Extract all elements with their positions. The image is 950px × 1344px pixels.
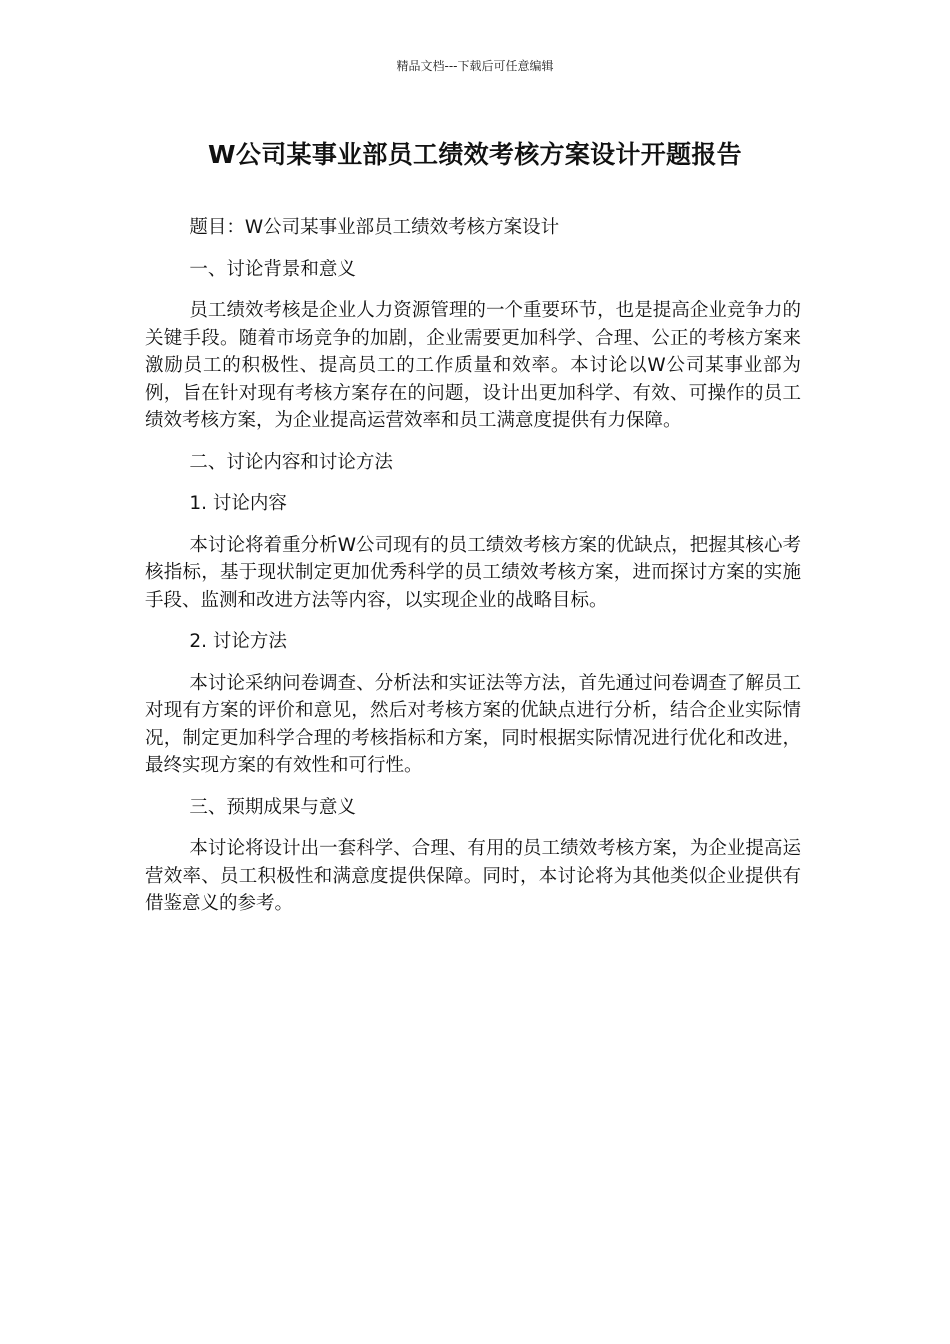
subsection-heading-method: 2. 讨论方法 — [189, 631, 287, 652]
subsection-body-method: 本讨论采纳问卷调查、分析法和实证法等方法，首先通过问卷调查了解员工对现有方案的评价和意见，然后对考核方案的优缺点进行分析，结合企业实际情况，制定更加科学合理的考核指标和方案，同时根据实际情况进行优化和改进，最终实现方案的有效性和可行性。 — [145, 672, 801, 776]
subsection-body-content: 本讨论将着重分析W公司现有的员工绩效考核方案的优缺点，把握其核心考核指标，基于现状制定更加优秀科学的员工绩效考核方案，进而探讨方案的实施手段、监测和改进方法等内容，以实现企业的战略目标。 — [145, 534, 801, 611]
document-body — [145, 214, 801, 932]
topic-line: 题目：W公司某事业部员工绩效考核方案设计 — [189, 217, 560, 238]
section-heading-outcomes: 三、预期成果与意义 — [189, 796, 356, 818]
section-heading-content-method: 二、讨论内容和讨论方法 — [189, 451, 393, 473]
section-body-outcomes: 本讨论将设计出一套科学、合理、有用的员工绩效考核方案，为企业提高运营效率、员工积极性和满意度提供保障。同时，本讨论将为其他类似企业提供有借鉴意义的参考。 — [145, 838, 801, 914]
header-note: 精品文档---下载后可任意编辑 — [396, 59, 554, 73]
document-title: W公司某事业部员工绩效考核方案设计开题报告 — [208, 140, 742, 169]
section-heading-background: 一、讨论背景和意义 — [189, 258, 356, 280]
section-body-background: 员工绩效考核是企业人力资源管理的一个重要环节，也是提高企业竞争力的关键手段。随着市场竞争的加剧，企业需要更加科学、合理、公正的考核方案来激励员工的积极性、提高员工的工作质量和效率。本讨论以W公司某事业部为例，旨在针对现有考核方案存在的问题，设计出更加科学、有效、可操作的员工绩效考核方案，为企业提高运营效率和员工满意度提供有力保障。 — [145, 300, 801, 431]
subsection-heading-content: 1. 讨论内容 — [189, 493, 287, 514]
